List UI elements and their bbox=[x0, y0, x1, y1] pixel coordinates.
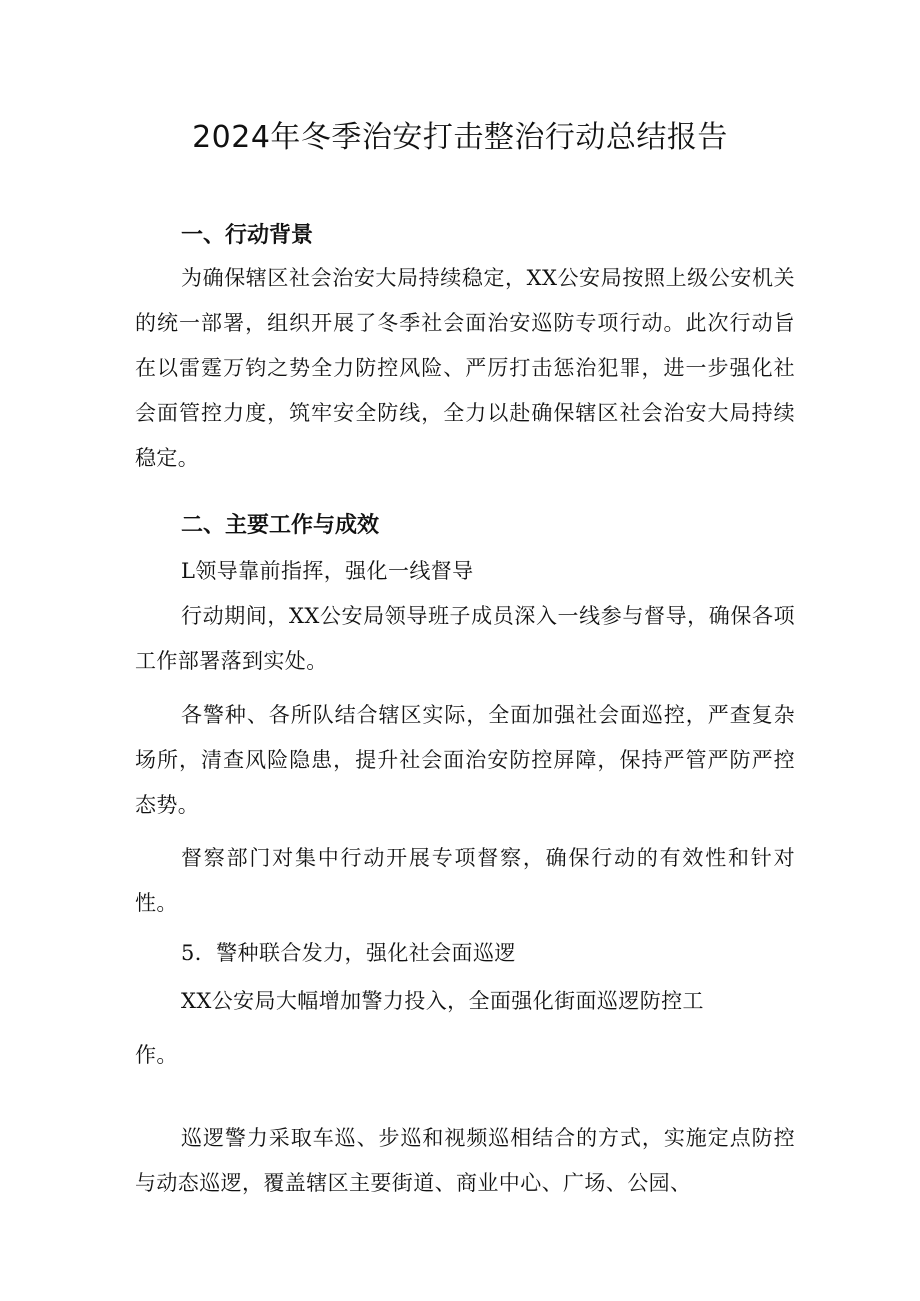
leadership-paragraph-2: 各警种、各所队结合辖区实际，全面加强社会面巡控，严查复杂场所，清查风险隐患，提升社会面治安防控屏障，保持严管严防严控态势。 bbox=[135, 703, 795, 817]
section-heading-main-work: 二、主要工作与成效 bbox=[181, 513, 380, 538]
subsection-title-joint-patrol: 5．警种联合发力，强化社会面巡逻 bbox=[181, 941, 516, 965]
background-paragraph: 为确保辖区社会治安大局持续稳定，XX公安局按照上级公安机关的统一部署，组织开展了冬季社会面治安巡防专项行动。此次行动旨在以雷霆万钧之势全力防控风险、严厉打击惩治犯罪，进一步强化社会面管控力度，筑牢安全防线，全力以赴确保辖区社会治安大局持续稳定。 bbox=[135, 266, 795, 470]
leadership-paragraph-3: 督察部门对集中行动开展专项督察，确保行动的有效性和针对性。 bbox=[135, 846, 795, 915]
patrol-paragraph-line-1: XX公安局大幅增加警力投入，全面强化街面巡逻防控工 bbox=[181, 989, 704, 1013]
patrol-paragraph-methods: 巡逻警力采取车巡、步巡和视频巡相结合的方式，实施定点防控与动态巡逻，覆盖辖区主要街道、商业中心、广场、公园、 bbox=[135, 1126, 795, 1195]
subsection-title-leadership: L领导靠前指挥，强化一线督导 bbox=[181, 559, 474, 583]
leadership-paragraph-1: 行动期间，XX公安局领导班子成员深入一线参与督导，确保各项工作部署落到实处。 bbox=[135, 604, 795, 673]
patrol-paragraph-line-2: 作。 bbox=[135, 1043, 178, 1067]
section-heading-background: 一、行动背景 bbox=[181, 223, 314, 248]
document-title: 2024年冬季治安打击整治行动总结报告 bbox=[192, 120, 728, 155]
